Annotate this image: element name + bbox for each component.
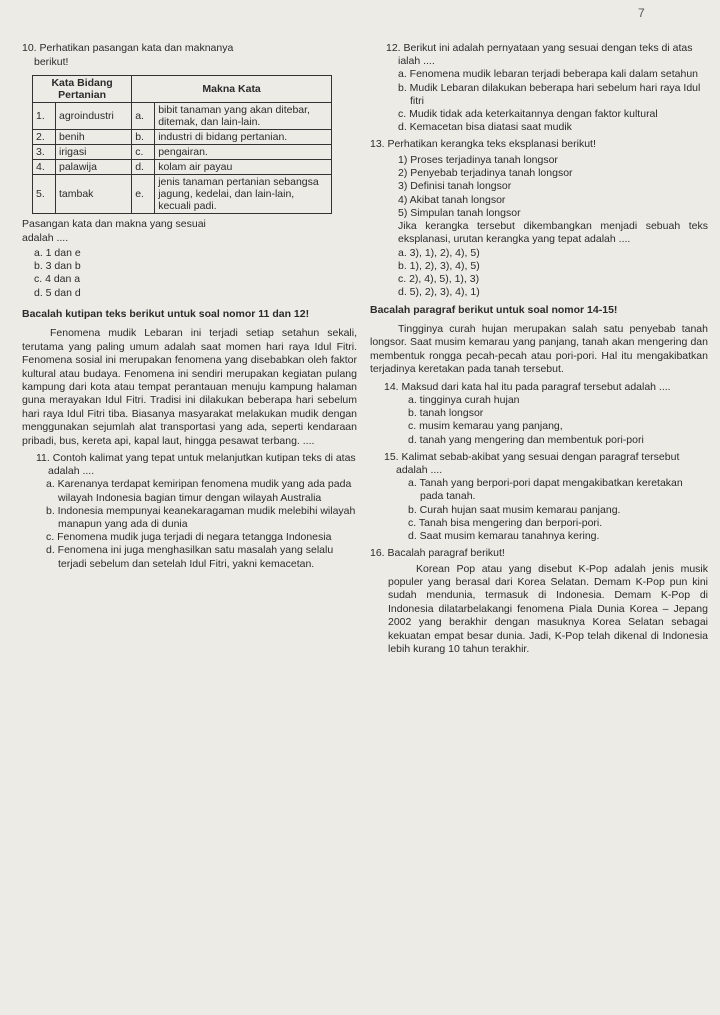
q13-item: 5) Simpulan tanah longsor — [398, 206, 521, 219]
q15-option-c[interactable]: c. Tanah bisa mengering dan berpori-pori. — [408, 516, 603, 529]
table-row: 5. tambak e. jenis tanaman pertanian sebangsa jagung, kedelai, dan lain-lain, kecuali padi. — [33, 175, 332, 214]
table-row: 3. irigasi c. pengairan. — [33, 145, 332, 160]
q13-item: 1) Proses terjadinya tanah longsor — [398, 153, 558, 166]
q12-prompt: 12. Berikut ini adalah pernyataan yang sesuai dengan teks di atas ialah .... — [386, 42, 693, 68]
q12-option-d[interactable]: d. Kemacetan bisa diatasi saat mudik — [398, 121, 572, 134]
q10-option-d[interactable]: d. 5 dan d — [34, 286, 81, 299]
q15-option-d[interactable]: d. Saat musim kemarau tanahnya kering. — [408, 529, 600, 542]
q12-option-a[interactable]: a. Fenomena mudik lebaran terjadi beberapa kali dalam setahun — [398, 68, 699, 81]
q14-option-d[interactable]: d. tanah yang mengering dan membentuk pori-pori — [408, 433, 644, 446]
page-mark: 7 — [638, 6, 645, 20]
table-header-makna: Makna Kata — [132, 76, 332, 103]
q13-stem: Jika kerangka tersebut dikembangkan menjadi sebuah teks eksplanasi, urutan kerangka yang tepat adalah .... — [398, 219, 708, 246]
table-row: 1. agroindustri a. bibit tanaman yang akan ditebar, ditemak, dan lain-lain. — [33, 103, 332, 130]
q13-option-c[interactable]: c. 2), 4), 5), 1), 3) — [398, 273, 480, 286]
q15-prompt: 15. Kalimat sebab-akibat yang sesuai dengan paragraf tersebut adalah .... — [384, 450, 680, 476]
q11-option-a[interactable]: a. Karenanya terdapat kemiripan fenomena mudik yang ada pada wilayah Indonesia bagian timur dengan wilayah Australia — [46, 478, 352, 504]
q13-option-d[interactable]: d. 5), 2), 3), 4), 1) — [398, 286, 480, 299]
q11-prompt: 11. Contoh kalimat yang tepat untuk melanjutkan kutipan teks di atas adalah .... — [36, 451, 356, 478]
q13-option-b[interactable]: b. 1), 2), 3), 4), 5) — [398, 259, 480, 272]
q11-option-b[interactable]: b. Indonesia mempunyai keanekaragaman mudik melebihi wilayah manapun yang ada di dunia — [46, 504, 356, 530]
q13-item: 3) Definisi tanah longsor — [398, 180, 512, 193]
q13-item: 4) Akibat tanah longsor — [398, 193, 506, 206]
q14-option-c[interactable]: c. musim kemarau yang panjang, — [408, 420, 563, 433]
q16-prompt: 16. Bacalah paragraf berikut! — [370, 547, 505, 560]
q13-prompt: 13. Perhatikan kerangka teks eksplanasi berikut! — [370, 138, 596, 151]
q14-prompt: 14. Maksud dari kata hal itu pada paragraf tersebut adalah .... — [384, 380, 671, 393]
left-column — [22, 42, 357, 571]
q10-option-a[interactable]: a. 1 dan e — [34, 247, 81, 259]
q11-option-d[interactable]: d. Fenomena ini juga menghasilkan satu masalah yang selalu terjadi sebelum dan setelah Idul Fitri, yakni kemacetan. — [46, 544, 334, 570]
q15-option-b[interactable]: b. Curah hujan saat musim kemarau panjang. — [408, 503, 621, 516]
q12-option-c[interactable]: c. Mudik tidak ada keterkaitannya dengan faktor kultural — [398, 108, 658, 121]
q10-stem: Pasangan kata dan makna yang sesuai adalah .... — [22, 218, 206, 244]
instruction-11-12: Bacalah kutipan teks berikut untuk soal nomor 11 dan 12! — [22, 307, 310, 320]
table-row: 2. benih b. industri di bidang pertanian. — [33, 130, 332, 145]
q10-prompt: 10. Perhatikan pasangan kata dan maknanya berikut! — [22, 42, 234, 68]
q14-option-b[interactable]: b. tanah longsor — [408, 407, 484, 420]
q13-option-a[interactable]: a. 3), 1), 2), 4), 5) — [398, 246, 480, 259]
passage-longsor: Tingginya curah hujan merupakan salah satu penyebab tanah longsor. Saat musim kemarau yang panjang, tanah akan mengering dan membentuk rongga pecah-pecah atau pori-pori. Hal itu mengakibatkan terjadinya keretakan pada tanah tersebut. — [370, 323, 708, 376]
right-column — [370, 42, 708, 656]
instruction-14-15: Bacalah paragraf berikut untuk soal nomor 14-15! — [370, 303, 618, 316]
passage-kpop: Korean Pop atau yang disebut K-Pop adalah jenis musik populer yang berasal dari Korea Selatan. Demam K-Pop pun kini sudah mendunia, termasuk di Indonesia. Demam K-Pop di Indonesia dilatarbelakangi fenomena Piala Dunia Korea – Jepang 2002 yang berakhir dengan masuknya Korea Selatan sebagai kekuatan empat besar dunia. Jadi, K-Pop telah dikenal di Indonesia lebih kurang 10 tahun terakhir. — [388, 562, 708, 656]
q14-option-a[interactable]: a. tingginya curah hujan — [408, 393, 520, 406]
table-row: 4. palawija d. kolam air payau — [33, 160, 332, 175]
passage-mudik: Fenomena mudik Lebaran ini terjadi setiap setahun sekali, terutama yang paling umum adalah saat momen hari raya Idul Fitri. Fenomena sosial ini merupakan fenomena yang disebabkan oleh faktor kultural atau budaya. Fenomena ini sendiri merupakan kegiatan pulang kampung dari kota atau tempat perantauan menuju kampung halaman guna merayakan Idul Fitri. Tradisi ini dilakukan beberapa hari sebelum hari raya Idul Fitri tiba. Biasanya masyarakat melakukan mudik dengan menggunakan sejumlah alat transportasi yang ada, seperti kendaraan pribadi, bus, kereta api, kapal laut, hingga pesawat terbang. .... — [22, 327, 357, 447]
q13-item: 2) Penyebab terjadinya tanah longsor — [398, 167, 573, 180]
word-meaning-table — [32, 75, 332, 214]
q11-option-c[interactable]: c. Fenomena mudik juga terjadi di negara tetangga Indonesia — [46, 531, 332, 544]
q12-option-b[interactable]: b. Mudik Lebaran dilakukan beberapa hari sebelum hari raya Idul fitri — [398, 81, 701, 107]
q15-option-a[interactable]: a. Tanah yang berpori-pori dapat mengakibatkan keretakan pada tanah. — [408, 477, 683, 503]
q10-option-b[interactable]: b. 3 dan b — [34, 260, 81, 273]
table-header-kata: Kata Bidang Pertanian — [33, 76, 132, 103]
q10-option-c[interactable]: c. 4 dan a — [34, 273, 81, 286]
